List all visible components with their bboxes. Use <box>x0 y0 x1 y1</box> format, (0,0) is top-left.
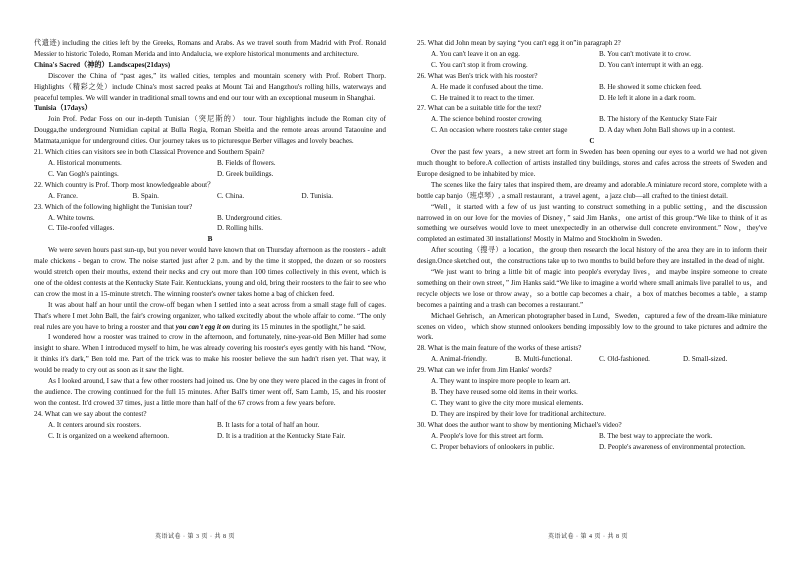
passage-b-paragraph-3: I wondered how a rooster was trained to crow in the afternoon, and fortunately, nine-year-old Ben Miller had some insight to share. When I introduced myself to him, he was already covering his rooster's eyes gently with his hand. “Now, it thinks it's dark,” Ben told me. Part of the trick was to make his rooster believe the sun hadn't risen yet. That way, it would be ready to cry out as soon as it saw the light. <box>34 333 386 375</box>
passage-b-paragraph-2 <box>34 300 386 333</box>
option: B. They have reused some old items in their works. <box>431 388 578 396</box>
option: D. Small-sized. <box>683 355 728 364</box>
option: D. A day when John Ball shows up in a contest. <box>599 126 736 135</box>
question-29: 29. What can we infer from Jim Hanks' words? <box>417 366 552 375</box>
paragraph-text: during its 15 minutes in the spotlight,” he said. <box>231 322 366 331</box>
question-25: 25. What did John mean by saying “you can't egg it on”in paragraph 2? <box>417 39 621 47</box>
option: B. Spain. <box>132 191 159 200</box>
question-21-options <box>34 158 386 180</box>
question-29-options <box>417 376 767 420</box>
option: D. Greek buildings. <box>217 169 274 178</box>
emphasized-phrase: you can't egg it on <box>175 322 231 331</box>
option: D. They are inspired by their love for traditional architecture. <box>431 409 606 418</box>
tour-heading-tunisia: Tunisia（17days） <box>34 104 92 113</box>
question-22: 22. Which country is Prof. Thorp most knowledgeable about？ <box>34 180 215 189</box>
option: A. Historical monuments. <box>48 158 122 167</box>
option: B. The best way to appreciate the work. <box>599 431 713 440</box>
passage-c-paragraph-2: The scenes like the fairy tales that inspired them, are dreamy and adorable.A miniature record store, complete with a bottle cap banjo（班卓琴）, a small restaurant，a travel agent，a jazz club—all crafted to the tiniest detail. <box>417 180 767 200</box>
passage-c-paragraph-5: “We just want to bring a little bit of magic into people's everyday lives，and maybe inspire someone to create something on their own street，” Jim Hanks said.“We like to imagine a world where small animals live parallel to us，and recycle objects we lose or throw away，so a bottle cap becomes a chair，a box of matches becomes a table，a stamp becomes a painting and a trash can becomes a restaurant.” <box>417 268 767 309</box>
page-footer-right: 英语试卷 · 第 4 页 · 共 8 页 <box>548 534 628 540</box>
option: B. Fields of flowers. <box>217 158 276 167</box>
page-footer-left: 英语试卷 · 第 3 页 · 共 8 页 <box>155 534 235 540</box>
option: C. Proper behaviors of onlookers in public. <box>431 442 555 451</box>
option: C. An occasion where roosters take center stage <box>431 126 568 135</box>
passage-c-paragraph-4: After scouting（搜寻）a location，the group then research the local history of the area they are in to inform their design.Once sketched out，the constructions take up to two months to build before they are installed in the dead of night. <box>417 246 767 266</box>
right-page-column <box>417 38 767 452</box>
question-24-options <box>34 420 386 442</box>
question-25-options <box>417 49 767 71</box>
option: B. Underground cities. <box>217 213 282 222</box>
option: A. Animal-friendly. <box>431 355 488 364</box>
passage-c-paragraph-3: “Well，it started with a few of us just wanting to construct something in a public setting，and the discussion narrowed in on our love for the movies of Disney，” said Jim Hanks，one artist of this group.“We like to think of it as something we ourselves would love to meet unexpectedly in an otherwise dull concrete environment.” Now，they've completed an estimated 30 installations! Mostly in Malmo and Stockholm in Sweden. <box>417 202 767 244</box>
paragraph-text: It was about half an hour until the crow-off began when I settled into a seat across from a small stage full of cages. That's where I met John Ball, the fair's crowing organizer, who talked excitedly about the whole affair to come. “The only real rules are you have to bring a rooster and that <box>34 300 386 331</box>
option: B. Multi-functional. <box>515 355 573 364</box>
option: A. He made it confused about the time. <box>431 82 544 91</box>
tour-heading-china: China's Sacred（神的）Landscapes(21days) <box>34 60 171 69</box>
option: B. It lasts for a total of half an hour. <box>217 420 320 429</box>
option: B. You can't motivate it to crow. <box>599 49 691 58</box>
question-28: 28. What is the main feature of the works of these artists? <box>417 344 582 353</box>
option: A. It centers around six roosters. <box>48 420 142 429</box>
option: A. You can't leave it on an egg. <box>431 49 520 58</box>
left-page-column <box>34 38 386 442</box>
option: C. Tile-roofed villages. <box>48 224 115 233</box>
option: B. The history of the Kentucky State Fair <box>599 115 718 124</box>
option: A. The science behind rooster crowing <box>431 115 542 124</box>
option: C. He trained it to react to the timer. <box>431 93 535 102</box>
passage-c-paragraph-6: Michael Gehrisch，an American photographer based in Lund，Sweden，captured a few of the dream-like miniature scenes on video，which show stunned onlookers bending impossibly low to the ground to take pictures and admire the work. <box>417 311 767 342</box>
option: C. Van Gogh's paintings. <box>48 169 119 178</box>
tour-description-china: Discover the China of “past ages,” its walled cities, temples and mountain scenery with Prof. Robert Thorp. Highlights（精彩之处）include China's most sacred peaks at Mount Tai and Hangzhou's rolling hills, waterways and peaceful temples. We will wander in traditional small towns and end our tour with an exceptional museum in Shanghai. <box>34 71 386 102</box>
option: D. He left it alone in a dark room. <box>599 93 696 102</box>
option: C. You can't stop it from crowing. <box>431 60 528 69</box>
question-21: 21. Which cities can visitors see in both Classical Provence and Southern Spain? <box>34 148 265 157</box>
option: D. People's awareness of environmental protection. <box>599 442 746 451</box>
question-28-options <box>417 354 767 365</box>
passage-c-paragraph-1: Over the past few years，a new street art form in Sweden has been opening our eyes to a world we had not given much thought to before.A collection of artists installed tiny buildings, stores and cafes across the streets of Sweden and Europe designed to be inhabited by mice. <box>417 148 767 178</box>
passage-b-paragraph-4: As I looked around, I saw that a few other roosters had joined us. One by one they were placed in the cages in front of the audience. The crowing continued for the full 15 minutes. After Ball's timer went off, Sam Lamb, 15, and his rooster won the contest. It'd crowed 37 times, just a little more than half of the 67 crows from a few years before. <box>34 377 386 407</box>
option: C. They want to give the city more musical elements. <box>431 398 584 407</box>
option: A. White towns. <box>48 213 95 222</box>
tour-description-tunisia: Join Prof. Pedar Foss on our in-depth Tunisian（突尼斯的） tour. Tour highlights include the Roman city of Dougga,the underground Numidian capital at Bulla Regia, Roman Sbeitla and the remote areas around Tataouine and Matmata,unique for underground cities. Our journey takes us to picturesque Berber villages and lovely beaches. <box>34 115 386 146</box>
section-heading-c: C <box>589 137 595 146</box>
question-27-options <box>417 114 767 136</box>
option: C. China. <box>217 191 245 200</box>
question-22-options <box>34 191 386 202</box>
question-27: 27. What can be a suitable title for the text? <box>417 104 542 113</box>
option: B. He showed it some chicken feed. <box>599 82 702 91</box>
question-30-options <box>417 431 767 453</box>
option: D. You can't interrupt it with an egg. <box>599 60 704 69</box>
question-23: 23. Which of the following highlight the Tunisian tour? <box>34 202 193 211</box>
option: A. People's love for this street art form. <box>431 431 544 440</box>
question-26-options <box>417 82 767 104</box>
passage-b-paragraph-1: We were seven hours past sun-up, but you never would have known that on Thursday afternoon as the roosters - adult male chickens - began to crow. The noise started just after 2 p.m. and by the time it stopped, the dozen or so roosters would stretch open their mouths, extend their necks and cry out more than 100 times collectively in this event, which is one of the oldest contests at the Kentucky State Fair. Kentuckians, young and old, bring their roosters to the fair to see who can crow the most in a 15-minute stretch. The winning rooster's owner takes home a bag of chicken feed. <box>34 246 386 298</box>
option: D. Rolling hills. <box>217 224 264 233</box>
option: A. France. <box>48 191 78 200</box>
question-30: 30. What does the author want to show by mentioning Michael's video? <box>417 420 622 429</box>
option: C. Old-fashioned. <box>599 355 650 364</box>
question-24: 24. What can we say about the contest? <box>34 409 147 418</box>
question-26: 26. What was Ben's trick with his rooster? <box>417 71 538 80</box>
option: D. Tunisia. <box>301 191 334 200</box>
question-23-options <box>34 213 386 235</box>
section-heading-b: B <box>207 235 213 244</box>
passage-a-continued: 代遗迹) including the cities left by the Greeks, Romans and Arabs. As we travel south from Madrid with Prof. Ronald Messier to historic Toledo, Roman Merida and into Andalucia, we explore historical monuments and architecture. <box>34 39 386 58</box>
option: C. It is organized on a weekend afternoon. <box>48 431 170 440</box>
option: A. They want to inspire more people to learn art. <box>431 377 571 386</box>
option: D. It is a tradition at the Kentucky State Fair. <box>217 431 346 440</box>
